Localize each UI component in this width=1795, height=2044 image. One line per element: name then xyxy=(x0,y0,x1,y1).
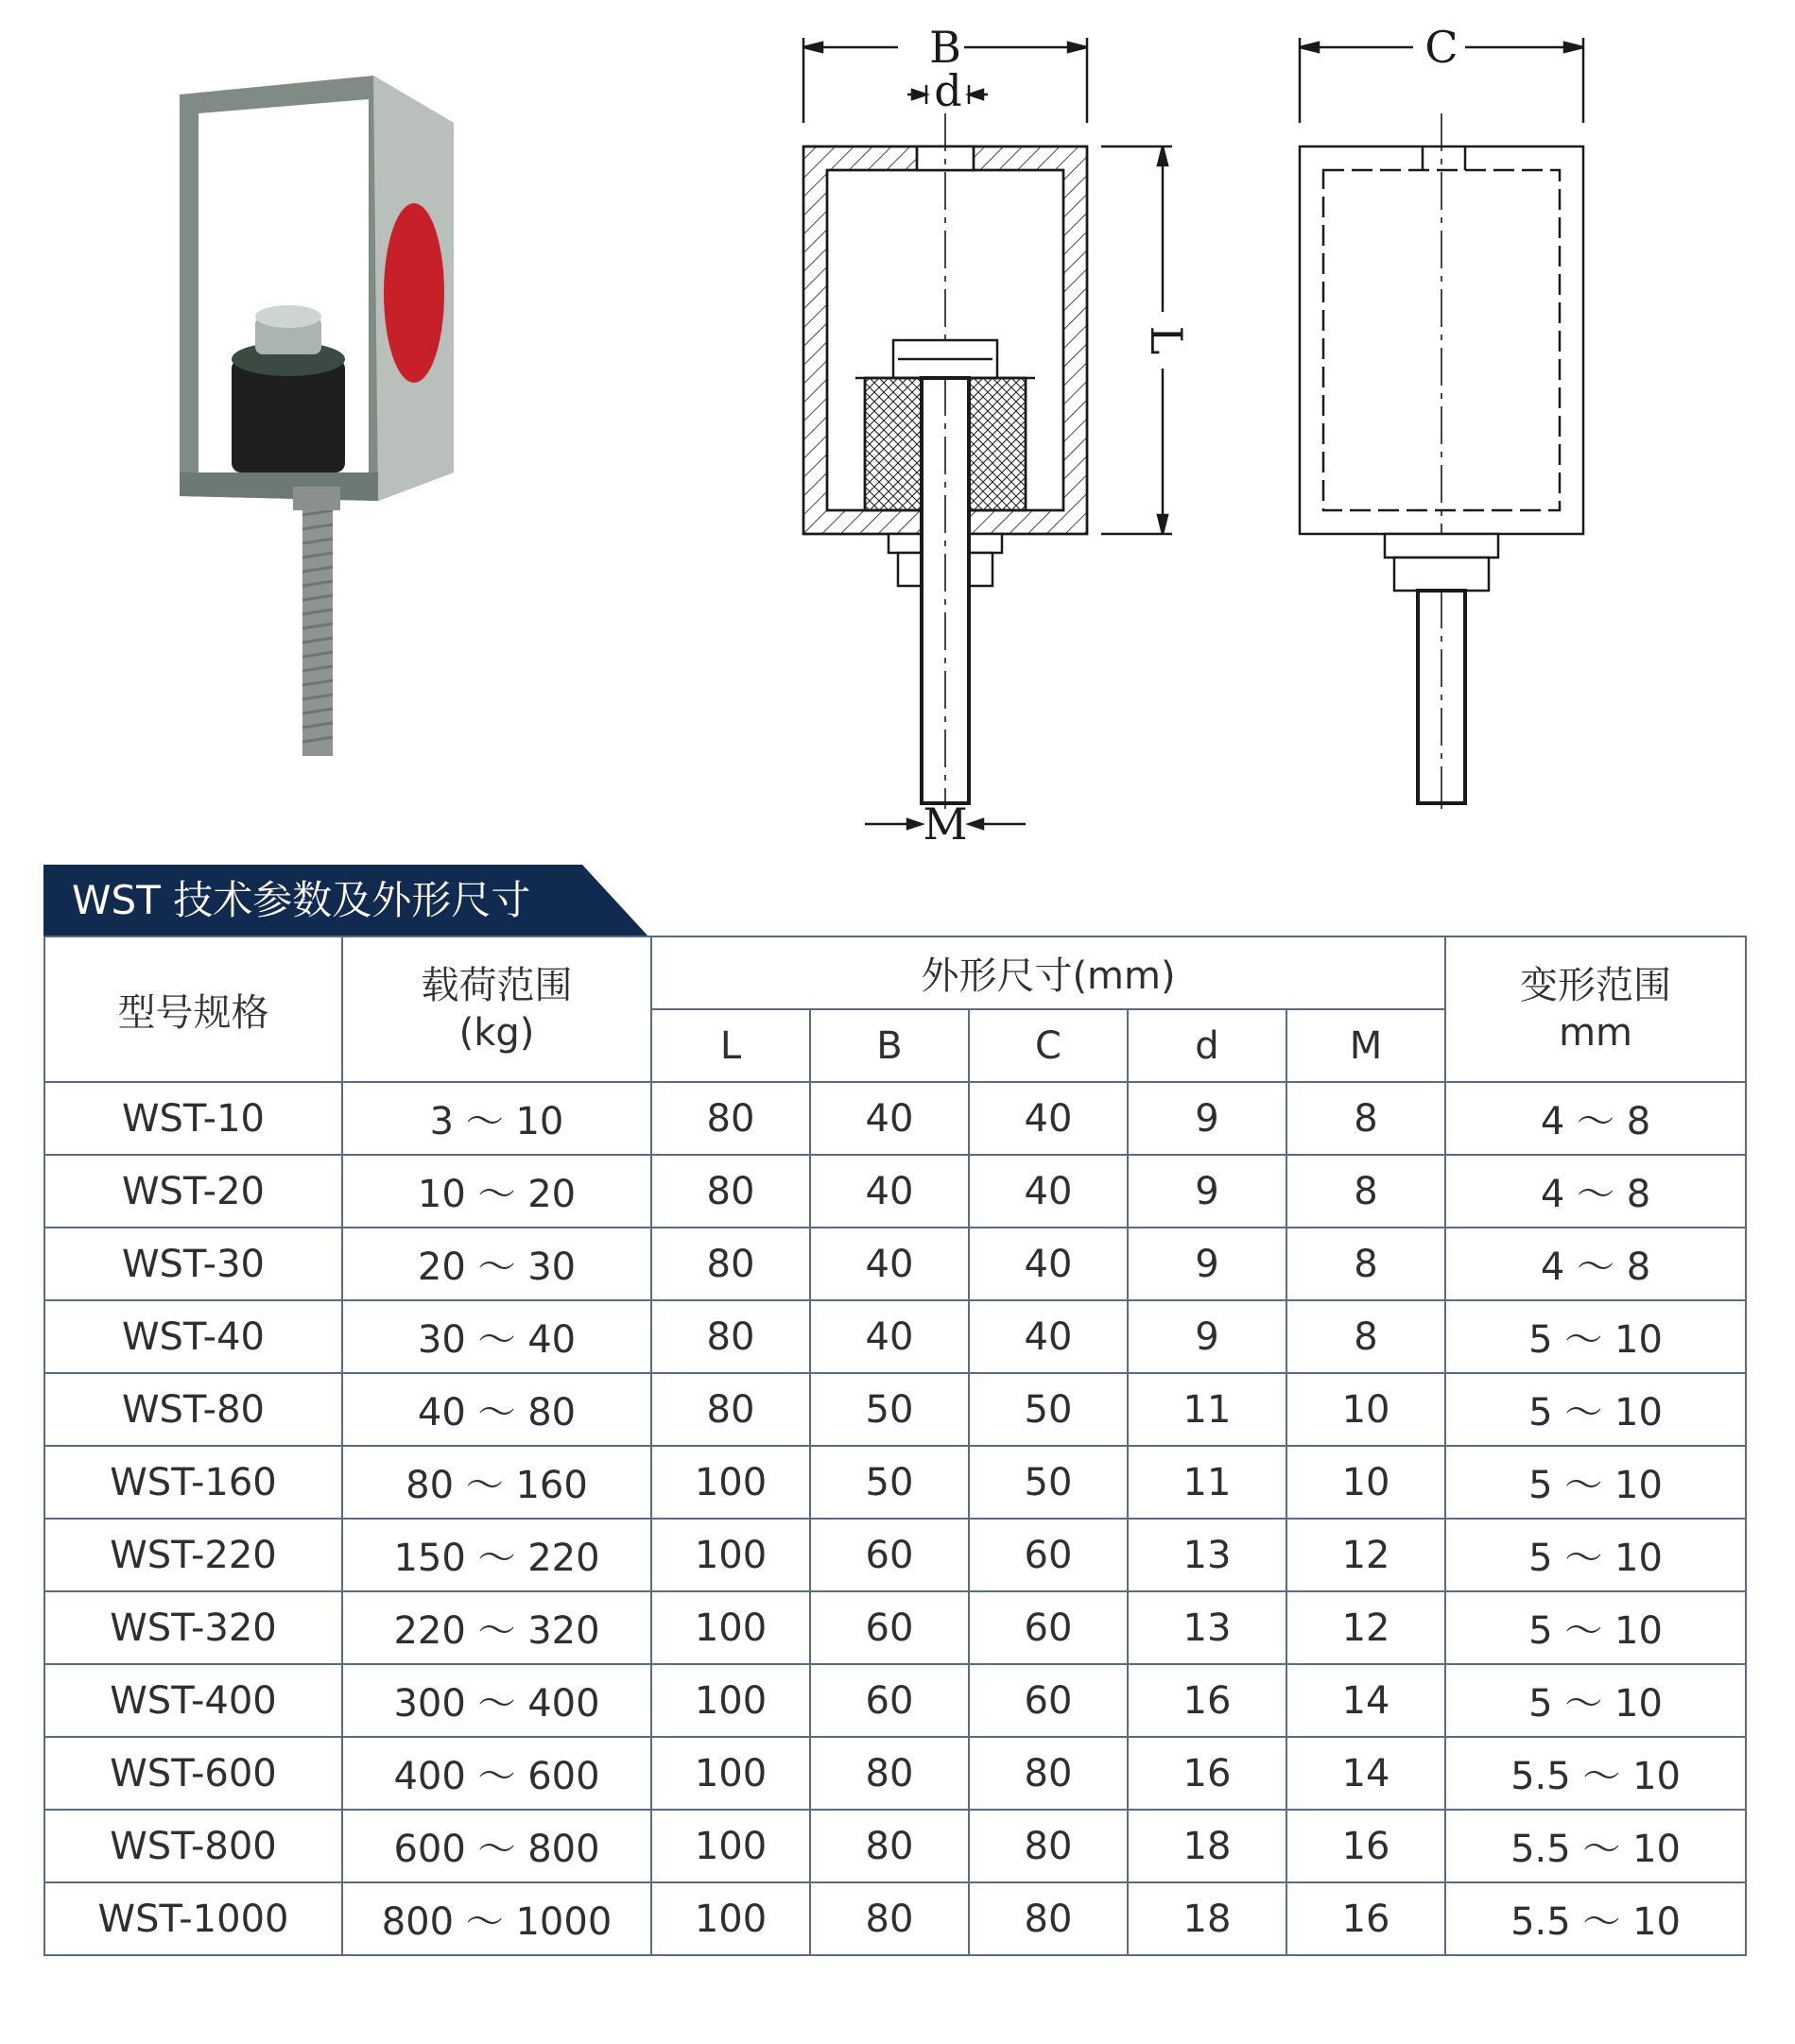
cell-deform: 5.5 ～ 10 xyxy=(1445,1882,1746,1955)
table-row xyxy=(44,1664,1746,1737)
cell-l: 100 xyxy=(651,1591,810,1664)
cell-c: 40 xyxy=(969,1228,1128,1300)
cell-b: 40 xyxy=(810,1082,969,1155)
table-row xyxy=(44,1737,1746,1810)
cell-c: 40 xyxy=(969,1300,1128,1373)
cell-model: WST-40 xyxy=(44,1300,342,1373)
cell-l: 100 xyxy=(651,1810,810,1882)
cell-d: 9 xyxy=(1128,1228,1286,1300)
cell-load: 600 ～ 800 xyxy=(342,1810,651,1882)
cell-d: 18 xyxy=(1128,1882,1286,1955)
cell-d: 16 xyxy=(1128,1737,1286,1810)
cell-l: 100 xyxy=(651,1737,810,1810)
label-M: M xyxy=(923,799,968,850)
cell-m: 14 xyxy=(1286,1664,1445,1737)
cell-d: 9 xyxy=(1128,1082,1286,1155)
cell-c: 80 xyxy=(969,1737,1128,1810)
cell-deform: 5 ～ 10 xyxy=(1445,1519,1746,1591)
product-photo xyxy=(142,57,501,775)
cell-c: 40 xyxy=(969,1155,1128,1228)
cell-b: 40 xyxy=(810,1300,969,1373)
table-row xyxy=(44,1228,1746,1300)
cell-c: 60 xyxy=(969,1591,1128,1664)
cell-b: 60 xyxy=(810,1591,969,1664)
header-d: d xyxy=(1128,1009,1286,1082)
cell-m: 8 xyxy=(1286,1082,1445,1155)
table-row xyxy=(44,1810,1746,1882)
cell-b: 60 xyxy=(810,1664,969,1737)
cell-c: 60 xyxy=(969,1519,1128,1591)
table-row xyxy=(44,1082,1746,1155)
label-B: B xyxy=(929,22,961,73)
label-L: L xyxy=(1141,325,1192,355)
cell-load: 40 ～ 80 xyxy=(342,1373,651,1446)
cell-load: 20 ～ 30 xyxy=(342,1228,651,1300)
cell-deform: 5 ～ 10 xyxy=(1445,1446,1746,1519)
section-title: WST 技术参数及外形尺寸 xyxy=(72,877,531,923)
header-L: L xyxy=(651,1009,810,1082)
header-C: C xyxy=(969,1009,1128,1082)
cell-l: 100 xyxy=(651,1446,810,1519)
cell-b: 40 xyxy=(810,1155,969,1228)
label-C: C xyxy=(1424,22,1458,73)
cell-l: 80 xyxy=(651,1155,810,1228)
cell-model: WST-30 xyxy=(44,1228,342,1300)
side-view-drawing xyxy=(1300,38,1583,813)
cell-load: 800 ～ 1000 xyxy=(342,1882,651,1955)
cell-load: 150 ～ 220 xyxy=(342,1519,651,1591)
cell-model: WST-10 xyxy=(44,1082,342,1155)
cell-b: 80 xyxy=(810,1737,969,1810)
cell-model: WST-80 xyxy=(44,1373,342,1446)
table-row xyxy=(44,1591,1746,1664)
table-row xyxy=(44,1519,1746,1591)
cell-c: 50 xyxy=(969,1446,1128,1519)
section-header xyxy=(43,865,648,936)
cell-d: 18 xyxy=(1128,1810,1286,1882)
cell-model: WST-160 xyxy=(44,1446,342,1519)
cell-load: 80 ～ 160 xyxy=(342,1446,651,1519)
header-B: B xyxy=(810,1009,969,1082)
cell-l: 100 xyxy=(651,1664,810,1737)
cell-m: 14 xyxy=(1286,1737,1445,1810)
cell-m: 12 xyxy=(1286,1591,1445,1664)
cell-load: 30 ～ 40 xyxy=(342,1300,651,1373)
header-load: 载荷范围 (kg) xyxy=(342,936,651,1082)
cell-l: 100 xyxy=(651,1882,810,1955)
spec-table-body xyxy=(44,1082,1746,1955)
cell-m: 8 xyxy=(1286,1155,1445,1228)
cell-deform: 5 ～ 10 xyxy=(1445,1373,1746,1446)
label-d: d xyxy=(934,65,962,116)
cell-model: WST-1000 xyxy=(44,1882,342,1955)
cell-m: 16 xyxy=(1286,1810,1445,1882)
cell-l: 80 xyxy=(651,1373,810,1446)
cell-model: WST-220 xyxy=(44,1519,342,1591)
cell-d: 16 xyxy=(1128,1664,1286,1737)
table-row xyxy=(44,1446,1746,1519)
cell-l: 80 xyxy=(651,1082,810,1155)
cell-m: 12 xyxy=(1286,1519,1445,1591)
cell-deform: 4 ～ 8 xyxy=(1445,1155,1746,1228)
cell-model: WST-320 xyxy=(44,1591,342,1664)
cell-d: 13 xyxy=(1128,1519,1286,1591)
cell-l: 80 xyxy=(651,1228,810,1300)
cell-m: 8 xyxy=(1286,1300,1445,1373)
cell-m: 10 xyxy=(1286,1373,1445,1446)
header-deform: 变形范围 mm xyxy=(1445,936,1746,1082)
cell-c: 80 xyxy=(969,1810,1128,1882)
spec-table xyxy=(43,936,1747,1956)
cell-m: 10 xyxy=(1286,1446,1445,1519)
cell-d: 13 xyxy=(1128,1591,1286,1664)
table-row xyxy=(44,1373,1746,1446)
cell-deform: 5.5 ～ 10 xyxy=(1445,1810,1746,1882)
cell-load: 220 ～ 320 xyxy=(342,1591,651,1664)
cell-b: 60 xyxy=(810,1519,969,1591)
table-row xyxy=(44,1300,1746,1373)
cell-d: 11 xyxy=(1128,1373,1286,1446)
front-view-drawing xyxy=(803,38,1172,829)
cell-b: 80 xyxy=(810,1882,969,1955)
cell-deform: 5 ～ 10 xyxy=(1445,1591,1746,1664)
cell-d: 11 xyxy=(1128,1446,1286,1519)
cell-deform: 5 ～ 10 xyxy=(1445,1300,1746,1373)
red-label-icon xyxy=(384,203,444,383)
cell-m: 8 xyxy=(1286,1228,1445,1300)
table-row xyxy=(44,1882,1746,1955)
cell-c: 40 xyxy=(969,1082,1128,1155)
cell-b: 40 xyxy=(810,1228,969,1300)
cell-model: WST-20 xyxy=(44,1155,342,1228)
cell-b: 80 xyxy=(810,1810,969,1882)
cell-c: 80 xyxy=(969,1882,1128,1955)
header-model: 型号规格 xyxy=(44,936,342,1082)
cell-load: 3 ～ 10 xyxy=(342,1082,651,1155)
cell-l: 100 xyxy=(651,1519,810,1591)
cell-b: 50 xyxy=(810,1373,969,1446)
cell-deform: 4 ～ 8 xyxy=(1445,1228,1746,1300)
cell-c: 60 xyxy=(969,1664,1128,1737)
table-row xyxy=(44,1155,1746,1228)
cell-load: 400 ～ 600 xyxy=(342,1737,651,1810)
cell-c: 50 xyxy=(969,1373,1128,1446)
cell-l: 80 xyxy=(651,1300,810,1373)
cell-load: 300 ～ 400 xyxy=(342,1664,651,1737)
cell-model: WST-800 xyxy=(44,1810,342,1882)
cell-deform: 4 ～ 8 xyxy=(1445,1082,1746,1155)
cell-load: 10 ～ 20 xyxy=(342,1155,651,1228)
cell-model: WST-600 xyxy=(44,1737,342,1810)
cell-deform: 5 ～ 10 xyxy=(1445,1664,1746,1737)
cell-d: 9 xyxy=(1128,1155,1286,1228)
dimension-drawings xyxy=(775,19,1645,850)
cell-model: WST-400 xyxy=(44,1664,342,1737)
header-dimensions: 外形尺寸(mm) xyxy=(651,936,1445,1009)
cell-b: 50 xyxy=(810,1446,969,1519)
cell-deform: 5.5 ～ 10 xyxy=(1445,1737,1746,1810)
cell-d: 9 xyxy=(1128,1300,1286,1373)
header-M: M xyxy=(1286,1009,1445,1082)
cell-m: 16 xyxy=(1286,1882,1445,1955)
